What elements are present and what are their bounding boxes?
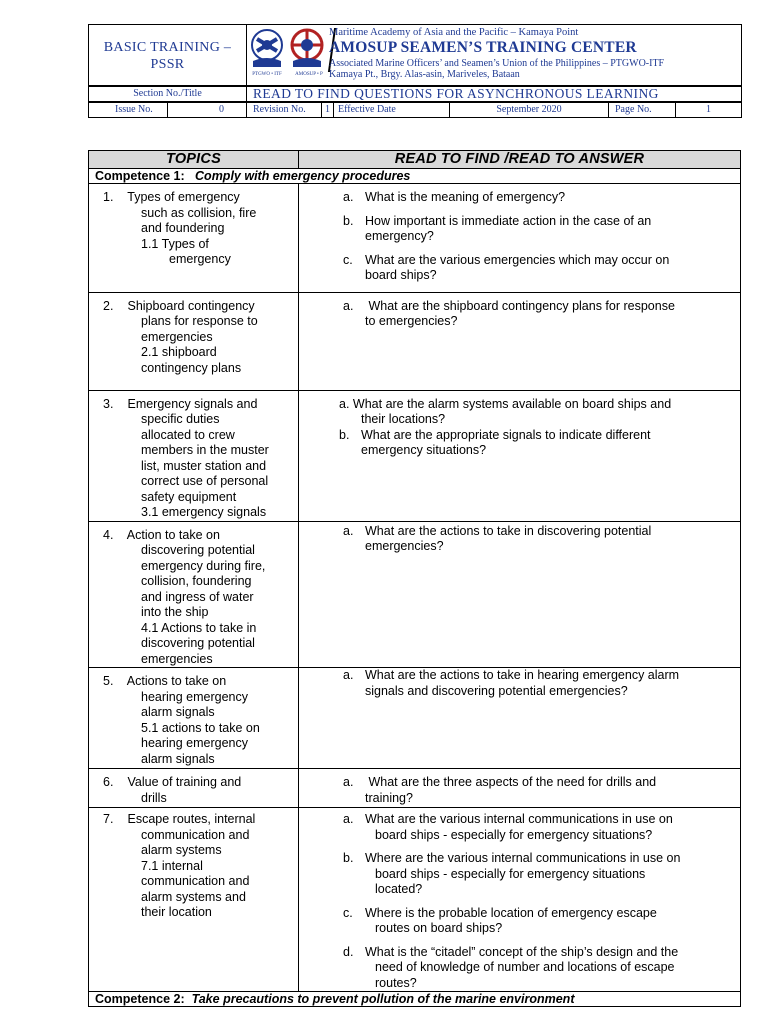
institution-line1: Maritime Academy of Asia and the Pacific – Kamaya Point (329, 27, 579, 38)
question-cell: a. What are the alarm systems available on board ships and their locations? b. What are the appropriate signals to indicate different emergency situations? (299, 390, 741, 521)
institution-address: Kamaya Pt., Brgy. Alas-asin, Mariveles, Bataan (329, 69, 520, 80)
col-topics-header: TOPICS (89, 151, 299, 169)
question-cell: a. What are the shipboard contingency plans for response to emergencies? (299, 292, 741, 390)
table-row (89, 292, 741, 390)
competence-2 (89, 992, 741, 1007)
question-cell: a. What are the various internal communications in use on board ships - especially for emergency situations? b. Where are the various internal communications in use on board ships - especially for emergency situations located? c. Where is the probable location of emergency escape routes on board ships? d. What is the “citadel” concept of the ship’s design and the need of knowledge of number and locations of escape routes? (299, 808, 741, 992)
effective-label: Effective Date (333, 102, 450, 118)
revision-label: Revision No. (246, 102, 322, 118)
institution-header (246, 24, 742, 86)
question-cell: a. What are the actions to take in hearing emergency alarm signals and discovering potential emergencies? (299, 668, 741, 769)
competence-1-title: Comply with emergency procedures (195, 169, 411, 183)
question-cell: a. What is the meaning of emergency? b. How important is immediate action in the case of an emergency? c. What are the various emergencies which may occur on board ships? (299, 184, 741, 293)
table-row (89, 808, 741, 992)
section-row (88, 86, 742, 102)
competence-2-title: Take precautions to prevent pollution of the marine environment (191, 992, 575, 1006)
issue-row (88, 102, 742, 118)
institution-name: AMOSUP SEAMEN’S TRAINING CENTER (329, 39, 637, 56)
issue-value: 0 (167, 102, 247, 118)
page-label: Page No. (608, 102, 676, 118)
table-row (89, 390, 741, 521)
question-cell: a. What are the actions to take in discovering potential emergencies? (299, 521, 741, 668)
section-value: READ TO FIND QUESTIONS FOR ASYNCHRONOUS LEARNING (246, 86, 742, 102)
amosup-logo (287, 27, 327, 73)
competence-1 (89, 169, 741, 184)
course-title-cell (88, 24, 247, 86)
topic-cell: 1. Types of emergency such as collision, fire and foundering 1.1 Types of emergency (89, 184, 299, 293)
topic-cell: 5. Actions to take on hearing emergency alarm signals 5.1 actions to take on hearing emergency alarm signals (89, 668, 299, 769)
table-row (89, 769, 741, 808)
topic-cell: 7. Escape routes, internal communication and alarm systems 7.1 internal communication and alarm systems and their location (89, 808, 299, 992)
col-read-header: READ TO FIND /READ TO ANSWER (299, 151, 741, 169)
topic-cell: 4. Action to take on discovering potential emergency during fire, collision, foundering and ingress of water into the ship 4.1 Actions to take in discovering potential emergencies (89, 521, 299, 668)
table-row (89, 184, 741, 293)
issue-label: Issue No. (88, 102, 168, 118)
course-title: BASIC TRAINING – PSSR (103, 40, 232, 72)
effective-value: September 2020 (449, 102, 609, 118)
revision-value: 1 (321, 102, 334, 118)
institution-line3: Associated Marine Officers’ and Seamen’s Union of the Philippines – PTGWO-ITF (329, 58, 665, 69)
topics-table (88, 150, 741, 1007)
topic-cell: 6. Value of training and drills (89, 769, 299, 808)
table-row (89, 668, 741, 769)
table-row (89, 521, 741, 668)
logo2-caption: AMOSUP • P (295, 72, 323, 77)
page-value: 1 (675, 102, 742, 118)
logo1-caption: PTGWO • ITF (252, 72, 282, 77)
question-cell: a. What are the three aspects of the need for drills and training? (299, 769, 741, 808)
competence-1-label: Competence 1: (95, 169, 185, 183)
topic-cell: 2. Shipboard contingency plans for response to emergencies 2.1 shipboard contingency plans (89, 292, 299, 390)
section-label: Section No./Title (88, 86, 247, 102)
competence-2-label: Competence 2: (95, 992, 185, 1006)
topic-cell: 3. Emergency signals and specific duties allocated to crew members in the muster list, muster station and correct use of personal safety equipment 3.1 emergency signals (89, 390, 299, 521)
ptgwo-itf-logo (249, 27, 285, 73)
